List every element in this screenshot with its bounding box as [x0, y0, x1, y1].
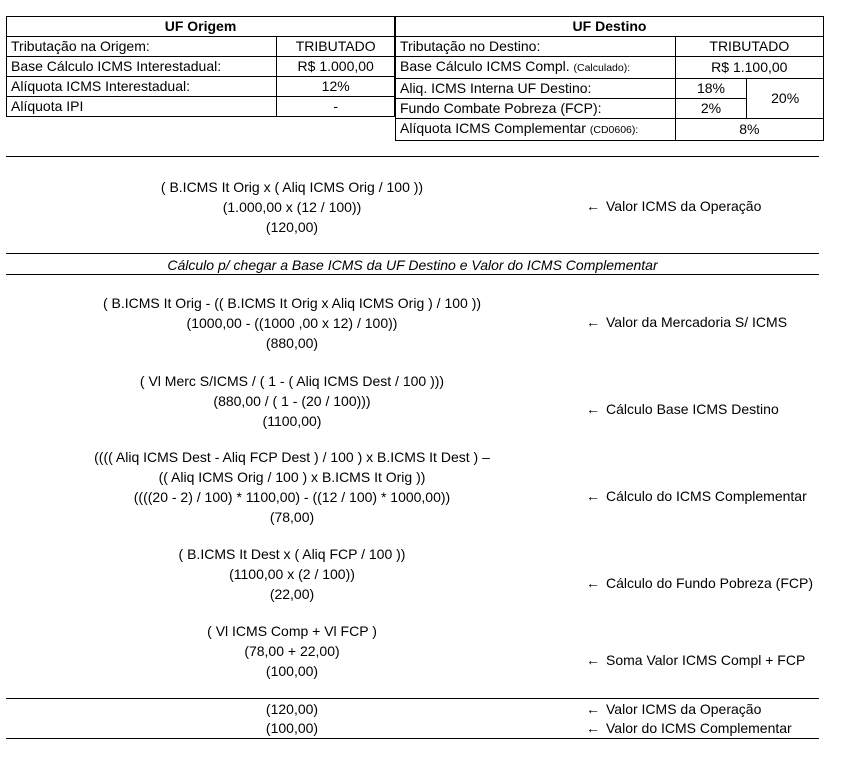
formula-line: (1.000,00 x (12 / 100))	[222, 199, 362, 215]
destino-table	[395, 16, 824, 141]
formula-block	[80, 293, 504, 353]
formula-line: (1100,00 x (2 / 100))	[229, 566, 355, 582]
arrow-left-icon: ←	[586, 701, 600, 717]
formula-block	[80, 544, 504, 604]
formula-line: (1100,00)	[262, 413, 322, 429]
summary-description: ← Valor ICMS da Operação	[586, 701, 762, 717]
divider	[6, 253, 819, 254]
formula-line: (78,00)	[269, 509, 315, 525]
destino-label: Tributação no Destino:	[396, 37, 676, 57]
arrow-left-icon: ←	[586, 314, 600, 330]
formula-line: (22,00)	[269, 586, 315, 602]
destino-label: Aliq. ICMS Interna UF Destino:	[396, 79, 676, 99]
formula-line: ( B.ICMS It Orig x ( Aliq ICMS Orig / 100 ))	[160, 179, 424, 195]
origem-label: Alíquota IPI	[7, 97, 277, 117]
formula-description: ← Cálculo do ICMS Complementar	[586, 488, 807, 504]
origem-label: Base Cálculo ICMS Interestadual:	[7, 57, 277, 77]
formula-line: ( Vl Merc S/ICMS / ( 1 - ( Aliq ICMS Dest / 100 )))	[139, 373, 445, 389]
arrow-left-icon: ←	[586, 198, 600, 214]
arrow-left-icon: ←	[586, 575, 600, 591]
formula-description: ← Cálculo do Fundo Pobreza (FCP)	[586, 575, 813, 591]
summary-value: (100,00)	[265, 720, 319, 736]
formula-block	[80, 447, 504, 527]
destino-value: 2%	[675, 99, 747, 119]
summary-values	[80, 699, 504, 738]
formula-block	[80, 371, 504, 431]
section-title: Cálculo p/ chegar a Base ICMS da UF Destino e Valor do ICMS Complementar	[167, 257, 658, 273]
formula-line: (880,00)	[265, 335, 319, 351]
formula-line: (120,00)	[265, 219, 319, 235]
formula-description: ← Valor da Mercadoria S/ ICMS	[586, 314, 788, 330]
destino-value: 8%	[675, 119, 823, 141]
origem-value: TRIBUTADO	[277, 37, 395, 57]
divider	[6, 274, 819, 275]
divider	[6, 738, 819, 739]
arrow-left-icon: ←	[586, 652, 600, 668]
destino-label: Alíquota ICMS Complementar (CD0606):	[396, 119, 676, 141]
destino-value: 18%	[675, 79, 747, 99]
origem-table	[6, 16, 395, 117]
formula-description: ← Soma Valor ICMS Compl + FCP	[586, 652, 806, 668]
origem-label: Tributação na Origem:	[7, 37, 277, 57]
formula-line: ( B.ICMS It Dest x ( Aliq FCP / 100 ))	[178, 546, 406, 562]
formula-line: (((( Aliq ICMS Dest - Aliq FCP Dest ) / 100 ) x B.ICMS It Dest ) –	[94, 449, 490, 465]
summary-value: (120,00)	[265, 701, 319, 717]
formula-line: (100,00)	[265, 663, 319, 679]
arrow-left-icon: ←	[586, 720, 600, 736]
destino-label: Fundo Combate Pobreza (FCP):	[396, 99, 676, 119]
destino-label: Base Cálculo ICMS Compl. (Calculado):	[396, 57, 676, 79]
origem-value: 12%	[277, 77, 395, 97]
formula-line: (( Aliq ICMS Orig / 100 ) x B.ICMS It Orig ))	[158, 469, 426, 485]
origem-label: Alíquota ICMS Interestadual:	[7, 77, 277, 97]
formula-block	[80, 621, 504, 681]
formula-line: ((((20 - 2) / 100) * 1100,00) - ((12 / 100) * 1000,00))	[133, 489, 451, 505]
formula-line: (78,00 + 22,00)	[244, 643, 340, 659]
formula-line: (1000,00 - ((1000 ,00 x 12) / 100))	[186, 315, 398, 331]
formula-line: (880,00 / ( 1 - (20 / 100)))	[213, 393, 371, 409]
formula-line: ( Vl ICMS Comp + Vl FCP )	[207, 623, 377, 639]
formula-block	[80, 177, 504, 237]
destino-header: UF Destino	[396, 17, 824, 37]
formula-description: ← Valor ICMS da Operação	[586, 198, 762, 214]
summary-description: ← Valor do ICMS Complementar	[586, 720, 792, 736]
destino-value: R$ 1.100,00	[675, 57, 823, 79]
formula-description: ← Cálculo Base ICMS Destino	[586, 401, 779, 417]
origem-header: UF Origem	[7, 17, 395, 37]
destino-total: 20%	[747, 79, 824, 119]
arrow-left-icon: ←	[586, 401, 600, 417]
formula-line: ( B.ICMS It Orig - (( B.ICMS It Orig x Aliq ICMS Orig ) / 100 ))	[102, 295, 482, 311]
divider	[6, 156, 819, 157]
origem-value: R$ 1.000,00	[277, 57, 395, 77]
destino-value: TRIBUTADO	[675, 37, 823, 57]
arrow-left-icon: ←	[586, 488, 600, 504]
origem-value: -	[277, 97, 395, 117]
